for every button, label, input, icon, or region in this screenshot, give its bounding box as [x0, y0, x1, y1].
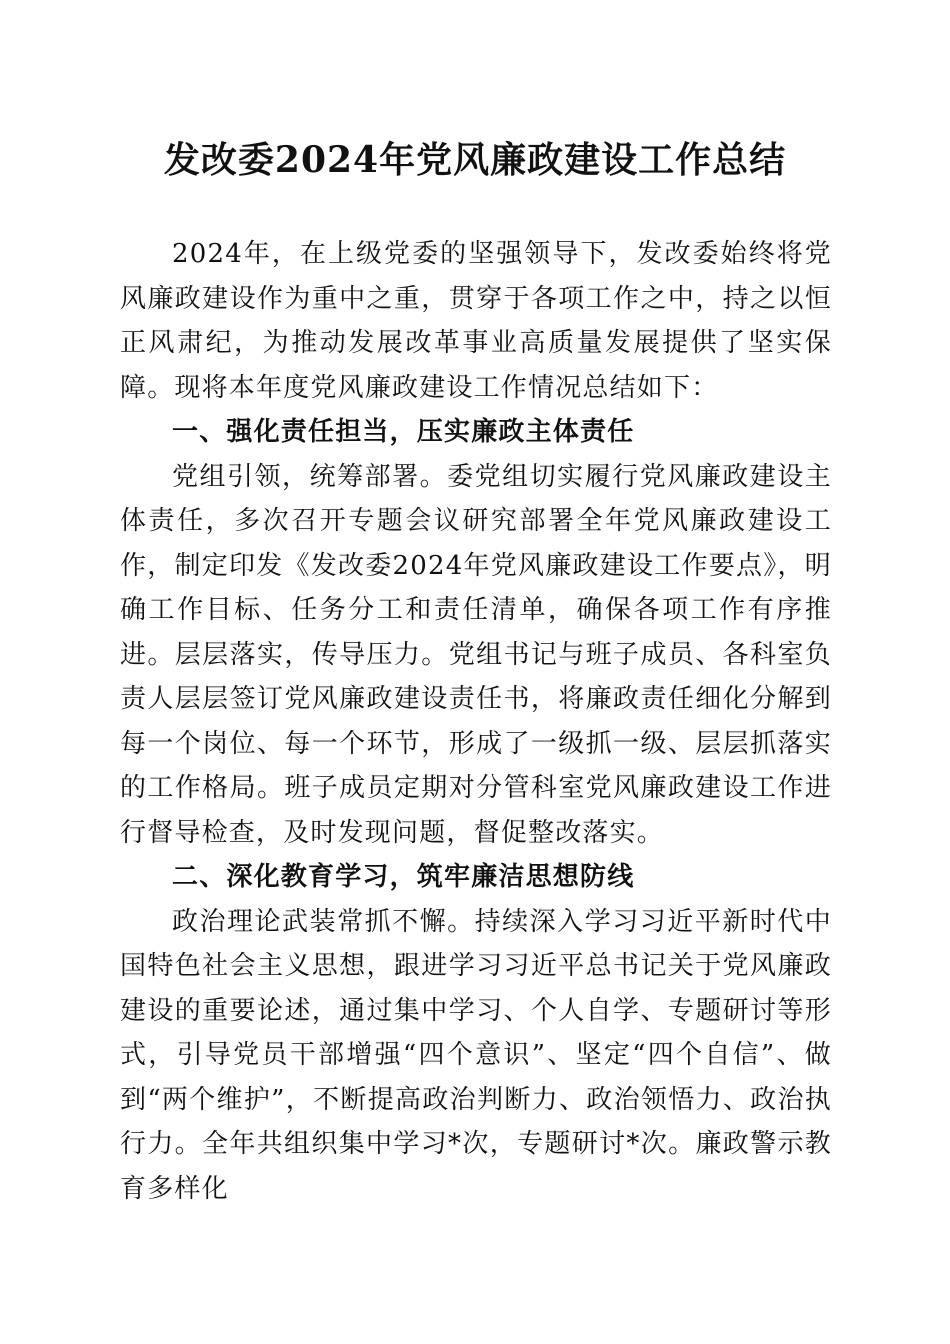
intro-paragraph: 2024年，在上级党委的坚强领导下，发改委始终将党风廉政建设作为重中之重，贯穿于各项工作之中，持之以恒正风肃纪，为推动发展改革事业高质量发展提供了坚实保障。现将本年度党风廉政建设工作情况总结如下： [120, 239, 832, 403]
document-title: 发改委2024年党风廉政建设工作总结 [163, 139, 787, 181]
section-body-1: 党组引领，统筹部署。委党组切实履行党风廉政建设主体责任，多次召开专题会议研究部署全年党风廉政建设工作，制定印发《发改委2024年党风廉政建设工作要点》，明确工作目标、任务分工和责任清单，确保各项工作有序推进。层层落实，传导压力。党组书记与班子成员、各科室负责人层层签订党风廉政建设责任书，将廉政责任细化分解到每一个岗位、每一个环节，形成了一级抓一级、层层抓落实的工作格局。班子成员定期对分管科室党风廉政建设工作进行督导检查，及时发现问题，督促整改落实。 [120, 461, 832, 848]
section-heading-2: 二、深化教育学习，筑牢廉洁思想防线 [172, 862, 635, 892]
section-heading-1: 一、强化责任担当，压实廉政主体责任 [172, 417, 635, 447]
section-body-2: 政治理论武装常抓不懈。持续深入学习习近平新时代中国特色社会主义思想，跟进学习习近平总书记关于党风廉政建设的重要论述，通过集中学习、个人自学、专题研讨等形式，引导党员干部增强“四个意识”、坚定“四个自信”、做到“两个维护”，不断提高政治判断力、政治领悟力、政治执行力。全年共组织集中学习*次，专题研讨*次。廉政警示教育多样化 [120, 906, 832, 1204]
document-body [120, 232, 832, 1211]
